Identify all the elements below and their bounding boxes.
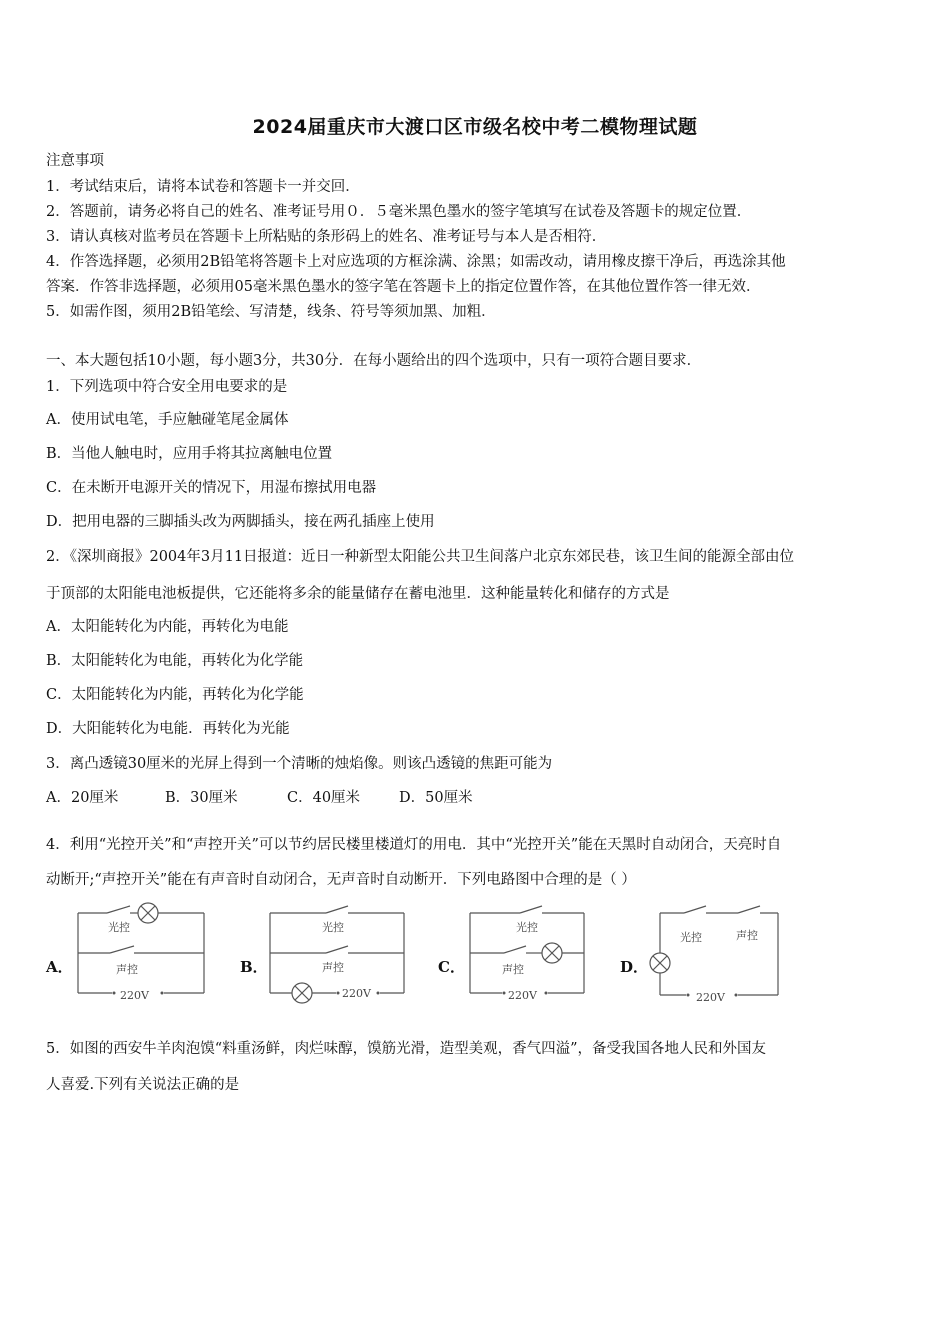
- voltage-label: 220V: [508, 989, 537, 1002]
- circuit-a-label: A．: [46, 958, 73, 976]
- notice-heading: 注意事项: [46, 153, 104, 169]
- circuit-d-svg: [644, 903, 794, 1003]
- question-2-option-d: D．大阳能转化为电能．再转化为光能: [46, 721, 290, 737]
- circuit-c-svg: [464, 903, 614, 1003]
- question-5-stem-line2: 人喜爱.下列有关说法正确的是: [46, 1077, 240, 1093]
- light-switch-label: 光控: [680, 931, 702, 944]
- question-2-stem-line1: 2．《深圳商报》2004年3月11日报道：近日一种新型太阳能公共卫生间落户北京东郊民巷，该卫生间的能源全部由位: [46, 549, 795, 565]
- circuit-a-svg: [72, 903, 222, 1003]
- circuit-b-label: B．: [240, 958, 268, 976]
- notice-item: 2．答题前，请务必将自己的姓名、准考证号用０．５毫米黑色墨水的签字笔填写在试卷及答题卡的规定位置．: [46, 204, 752, 220]
- question-1-option-d: D．把用电器的三脚插头改为两脚插头，接在两孔插座上使用: [46, 514, 435, 530]
- light-switch-label: 光控: [108, 921, 130, 934]
- notice-item: 4．作答选择题，必须用2B铅笔将答题卡上对应选项的方框涂满、涂黑；如需改动，请用橡皮擦干净后，再选涂其他: [46, 254, 786, 270]
- circuit-c-label: C．: [438, 958, 465, 976]
- question-2-stem-line2: 于顶部的太阳能电池板提供，它还能将多余的能量储存在蓄电池里．这种能量转化和储存的方式是: [46, 586, 670, 602]
- question-1-option-c: C．在未断开电源开关的情况下，用湿布擦拭用电器: [46, 480, 377, 496]
- sound-switch-label: 声控: [736, 929, 758, 942]
- section-heading: 一、本大题包括10小题，每小题3分，共30分．在每小题给出的四个选项中，只有一项符合题目要求．: [46, 353, 702, 369]
- voltage-label: 220V: [342, 987, 371, 1000]
- question-4-stem-line2: 动断开;“声控开关”能在有声音时自动闭合，无声音时自动断开．下列电路图中合理的是（ ）: [46, 872, 636, 888]
- notice-item: 3．请认真核对监考员在答题卡上所粘贴的条形码上的姓名、准考证号与本人是否相符．: [46, 229, 607, 245]
- page-title: 2024届重庆市大渡口区市级名校中考二模物理试题: [252, 116, 698, 138]
- notice-item: 1．考试结束后，请将本试卷和答题卡一并交回．: [46, 179, 360, 195]
- voltage-label: 220V: [696, 991, 725, 1004]
- notice-item: 答案．作答非选择题，必须用05毫米黑色墨水的签字笔在答题卡上的指定位置作答，在其他位置作答一律无效．: [46, 279, 761, 295]
- question-1-option-b: B．当他人触电时，应用手将其拉离触电位置: [46, 446, 333, 462]
- circuit-diagram-c: [464, 903, 614, 1003]
- notice-item: 5．如需作图，须用2B铅笔绘、写清楚，线条、符号等须加黑、加粗．: [46, 304, 496, 320]
- sound-switch-label: 声控: [116, 963, 138, 976]
- circuit-b-svg: [264, 903, 414, 1003]
- circuit-d-label: D．: [620, 958, 649, 976]
- sound-switch-label: 声控: [502, 963, 524, 976]
- circuit-diagram-b: [264, 903, 414, 1003]
- question-1-option-a: A．使用试电笔，手应触碰笔尾金属体: [46, 412, 289, 428]
- question-3-option-c: C．40厘米: [287, 790, 361, 806]
- question-2-option-b: B．太阳能转化为电能，再转化为化学能: [46, 653, 304, 669]
- circuit-diagram-d: [644, 903, 794, 1003]
- voltage-label: 220V: [120, 989, 149, 1002]
- sound-switch-label: 声控: [322, 961, 344, 974]
- circuit-diagram-a: [72, 903, 222, 1003]
- question-4-stem-line1: 4．利用“光控开关”和“声控开关”可以节约居民楼里楼道灯的用电．其中“光控开关”能在天黑时自动闭合，天亮时自: [46, 837, 782, 853]
- question-5-stem-line1: 5．如图的西安牛羊肉泡馍“料重汤鲜，肉烂味醇，馍筋光滑，造型美观，香气四溢”，备受我国各地人民和外国友: [46, 1041, 767, 1057]
- question-2-option-a: A．太阳能转化为内能，再转化为电能: [46, 619, 289, 635]
- question-3-stem: 3．离凸透镜30厘米的光屏上得到一个清晰的烛焰像。则该凸透镜的焦距可能为: [46, 756, 553, 772]
- question-3-option-a: A．20厘米: [46, 790, 119, 806]
- light-switch-label: 光控: [322, 921, 344, 934]
- question-2-option-c: C．太阳能转化为内能，再转化为化学能: [46, 687, 304, 703]
- question-3-option-d: D．50厘米: [399, 790, 473, 806]
- question-3-option-b: B．30厘米: [165, 790, 238, 806]
- question-1-stem: 1．下列选项中符合安全用电要求的是: [46, 379, 288, 395]
- light-switch-label: 光控: [516, 921, 538, 934]
